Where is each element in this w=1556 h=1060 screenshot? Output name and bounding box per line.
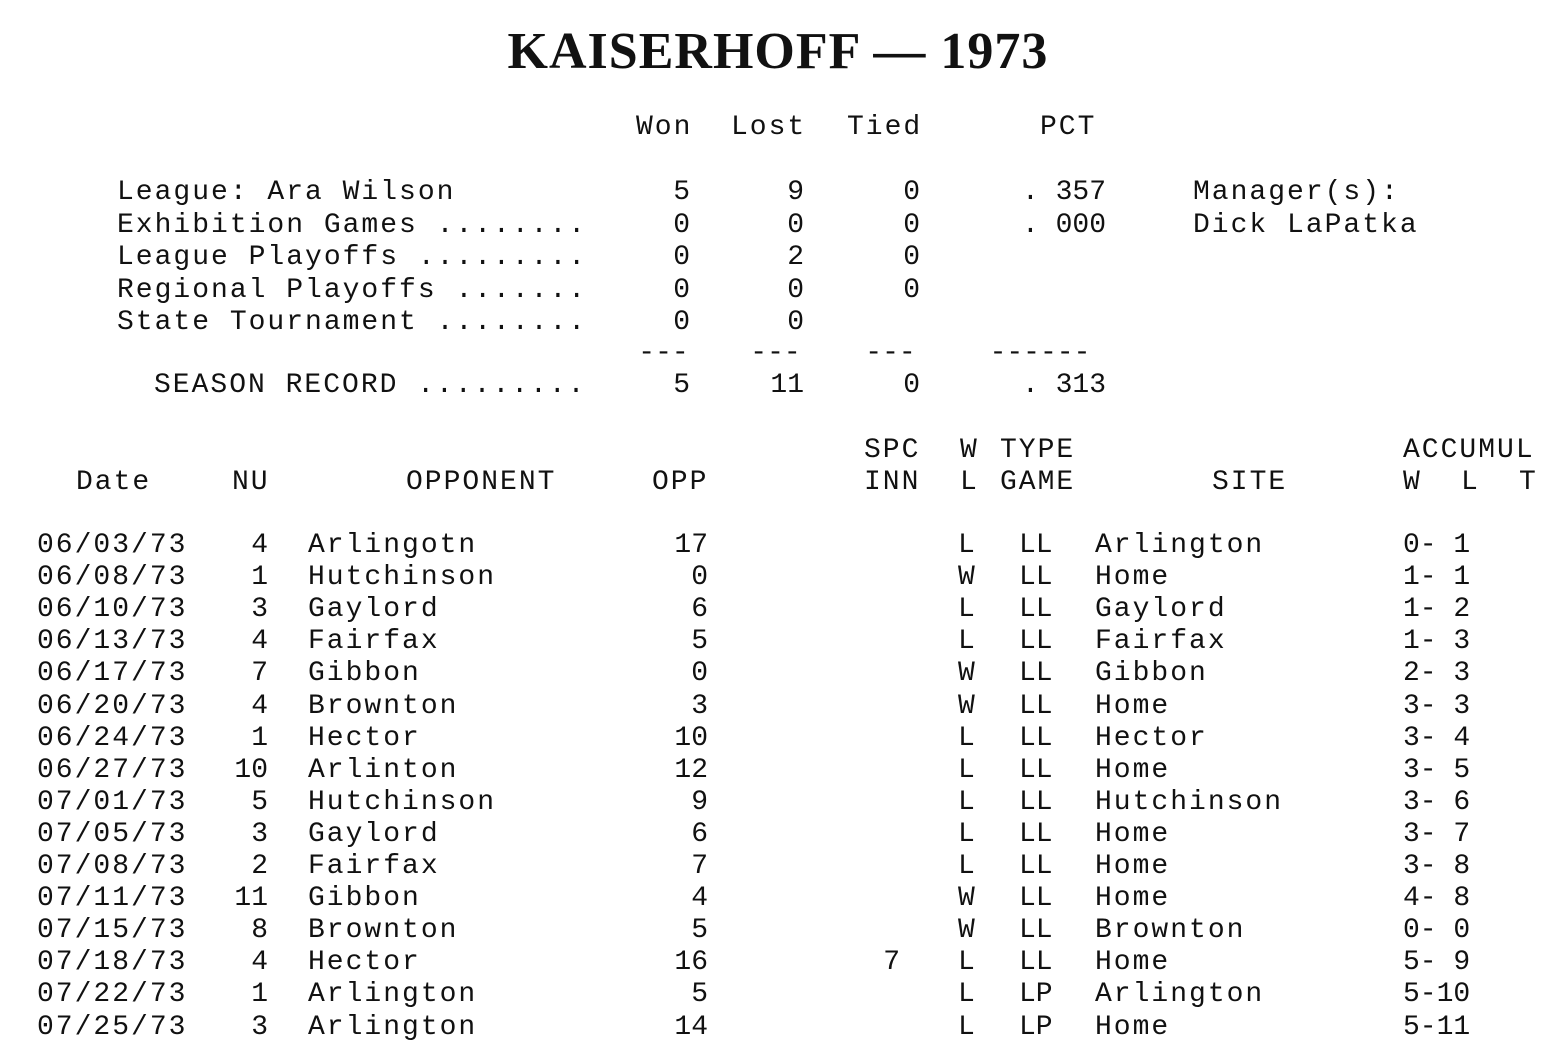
game-type: LL xyxy=(1019,754,1053,786)
game-accumulated-record: 4- 8 xyxy=(1403,883,1471,915)
lost-header: Lost xyxy=(731,112,807,143)
game-site: Home xyxy=(1095,818,1171,850)
game-date: 07/11/73 xyxy=(37,883,188,915)
summary-row-label: League Playoffs ......... xyxy=(117,242,588,273)
l-column-header: L xyxy=(960,467,979,498)
game-type: LP xyxy=(1019,1011,1053,1043)
game-result: L xyxy=(958,1011,975,1043)
game-date: 07/25/73 xyxy=(37,1011,188,1043)
game-opponent: Arlingotn xyxy=(308,530,478,561)
game-site: Home xyxy=(1095,947,1171,979)
game-accumulated-record: 5- 9 xyxy=(1403,947,1471,979)
game-number: 2 xyxy=(251,851,268,882)
summary-row-tied: 0 xyxy=(903,177,920,208)
game-number: 1 xyxy=(251,979,268,1011)
summary-row-won: 0 xyxy=(673,307,690,338)
pct-divider: ------ xyxy=(989,338,1091,369)
game-number: 11 xyxy=(234,883,268,915)
summary-row-label: State Tournament ........ xyxy=(117,307,588,338)
game-opponent: Arlington xyxy=(308,979,478,1011)
summary-row-lost: 0 xyxy=(787,209,804,241)
lost-divider: --- xyxy=(750,338,801,369)
site-column-header: SITE xyxy=(1212,467,1288,498)
game-opponent: Hutchinson xyxy=(308,786,497,818)
opponent-column-header: OPPONENT xyxy=(406,467,557,498)
game-number: 5 xyxy=(251,786,268,818)
game-site: Home xyxy=(1095,690,1171,722)
game-date: 06/27/73 xyxy=(37,754,188,786)
game-opponent: Hutchinson xyxy=(308,562,497,594)
game-opp-score: 10 xyxy=(674,722,708,754)
game-result: W xyxy=(958,883,975,915)
game-opp-score: 5 xyxy=(691,626,708,658)
season-record-label: SEASON RECORD ......... xyxy=(154,370,587,401)
summary-row-label: League: Ara Wilson xyxy=(117,177,456,208)
game-accumulated-record: 3- 3 xyxy=(1403,690,1471,722)
game-opp-score: 5 xyxy=(691,915,708,947)
summary-row-won: 5 xyxy=(673,177,690,208)
game-result: W xyxy=(958,562,975,594)
game-opponent: Gaylord xyxy=(308,818,440,850)
game-site: Home xyxy=(1095,851,1171,882)
game-accumulated-record: 0- 0 xyxy=(1403,915,1471,947)
game-result: W xyxy=(958,658,975,690)
game-result: W xyxy=(958,915,975,947)
game-site: Fairfax xyxy=(1095,626,1227,658)
summary-row-tied: 0 xyxy=(903,242,920,273)
summary-row-tied: 0 xyxy=(903,209,920,241)
game-opp-score: 3 xyxy=(691,690,708,722)
game-date: 06/08/73 xyxy=(37,562,188,594)
game-opp-score: 9 xyxy=(691,786,708,818)
game-site: Arlington xyxy=(1095,530,1265,561)
game-opp-score: 6 xyxy=(691,594,708,626)
game-result: L xyxy=(958,851,975,882)
game-opp-score: 6 xyxy=(691,818,708,850)
game-result: L xyxy=(958,594,975,626)
game-result: L xyxy=(958,754,975,786)
game-number: 3 xyxy=(251,594,268,626)
game-number: 4 xyxy=(251,947,268,979)
summary-row-lost: 2 xyxy=(787,242,804,273)
nu-column-header: NU xyxy=(232,467,270,498)
game-number: 4 xyxy=(251,626,268,658)
summary-row-label: Exhibition Games ........ xyxy=(117,209,588,241)
game-opponent: Arlington xyxy=(308,1011,478,1043)
game-date: 07/18/73 xyxy=(37,947,188,979)
season-pct: . 313 xyxy=(1022,370,1107,401)
summary-row-label: Regional Playoffs ....... xyxy=(117,274,588,306)
game-type: LL xyxy=(1019,883,1053,915)
game-type: LL xyxy=(1019,915,1053,947)
manager-name: Dick LaPatka xyxy=(1193,210,1419,241)
game-result: L xyxy=(958,786,975,818)
game-accumulated-record: 2- 3 xyxy=(1403,658,1471,690)
game-site: Hector xyxy=(1095,722,1208,754)
game-opponent: Gaylord xyxy=(308,594,440,626)
manager-label: Manager(s): xyxy=(1193,177,1400,208)
game-accumulated-record: 1- 1 xyxy=(1403,562,1471,594)
game-date: 06/24/73 xyxy=(37,722,188,754)
pct-header: PCT xyxy=(1040,112,1097,143)
summary-row-lost: 0 xyxy=(787,274,804,306)
game-opponent: Brownton xyxy=(308,915,459,947)
game-result: L xyxy=(958,530,975,561)
game-opp-score: 7 xyxy=(691,851,708,882)
game-result: W xyxy=(958,690,975,722)
game-result: L xyxy=(958,626,975,658)
date-column-header: Date xyxy=(76,467,152,498)
game-opponent: Arlinton xyxy=(308,754,459,786)
game-type: LL xyxy=(1019,690,1053,722)
game-type: LL xyxy=(1019,658,1053,690)
summary-row-lost: 0 xyxy=(787,307,804,338)
game-type: LL xyxy=(1019,851,1053,882)
game-result: L xyxy=(958,722,975,754)
game-date: 07/05/73 xyxy=(37,818,188,850)
game-number: 10 xyxy=(234,754,268,786)
game-opponent: Brownton xyxy=(308,690,459,722)
game-accumulated-record: 1- 3 xyxy=(1403,626,1471,658)
game-site: Brownton xyxy=(1095,915,1246,947)
w-column-header: W xyxy=(960,435,979,466)
game-accumulated-record: 5-11 xyxy=(1403,1011,1471,1043)
game-opp-score: 5 xyxy=(691,979,708,1011)
page-title: KAISERHOFF — 1973 xyxy=(507,23,1049,80)
game-opp-score: 14 xyxy=(674,1011,708,1043)
game-opp-score: 16 xyxy=(674,947,708,979)
won-header: Won xyxy=(636,112,693,143)
game-number: 7 xyxy=(251,658,268,690)
game-date: 06/20/73 xyxy=(37,690,188,722)
spc-column-header: SPC xyxy=(864,435,921,466)
game-type: LL xyxy=(1019,626,1053,658)
game-site: Home xyxy=(1095,883,1171,915)
type-column-header: TYPE xyxy=(1000,435,1076,466)
game-accumulated-record: 3- 8 xyxy=(1403,851,1471,882)
accumul-column-header: ACCUMUL xyxy=(1403,435,1535,466)
game-opp-score: 17 xyxy=(674,530,708,561)
won-divider: --- xyxy=(638,338,689,369)
game-opp-score: 0 xyxy=(691,562,708,594)
summary-row-won: 0 xyxy=(673,274,690,306)
game-accumulated-record: 3- 5 xyxy=(1403,754,1471,786)
game-number: 4 xyxy=(251,690,268,722)
game-opponent: Fairfax xyxy=(308,626,440,658)
inn-column-header: INN xyxy=(864,467,921,498)
summary-row-tied: 0 xyxy=(903,274,920,306)
game-result: L xyxy=(958,979,975,1011)
game-site: Hutchinson xyxy=(1095,786,1284,818)
game-accumulated-record: 0- 1 xyxy=(1403,530,1471,561)
game-site: Arlington xyxy=(1095,979,1265,1011)
game-opponent: Fairfax xyxy=(308,851,440,882)
game-number: 4 xyxy=(251,530,268,561)
accum-w-header: W xyxy=(1403,467,1420,498)
game-date: 06/03/73 xyxy=(37,530,188,561)
game-date: 06/17/73 xyxy=(37,658,188,690)
season-won: 5 xyxy=(673,370,690,401)
game-number: 1 xyxy=(251,562,268,594)
game-column-header: GAME xyxy=(1000,467,1076,498)
game-type: LL xyxy=(1019,947,1053,979)
game-opponent: Hector xyxy=(308,722,421,754)
game-type: LL xyxy=(1019,818,1053,850)
summary-row-won: 0 xyxy=(673,242,690,273)
game-date: 07/22/73 xyxy=(37,979,188,1011)
game-innings: 7 xyxy=(883,947,900,979)
game-date: 07/01/73 xyxy=(37,786,188,818)
game-opp-score: 0 xyxy=(691,658,708,690)
summary-row-pct: . 357 xyxy=(1022,177,1107,208)
tied-header: Tied xyxy=(847,112,923,143)
game-type: LL xyxy=(1019,562,1053,594)
season-tied: 0 xyxy=(903,370,920,401)
game-accumulated-record: 3- 6 xyxy=(1403,786,1471,818)
game-type: LL xyxy=(1019,786,1053,818)
game-opp-score: 4 xyxy=(691,883,708,915)
game-opponent: Gibbon xyxy=(308,883,421,915)
game-accumulated-record: 3- 4 xyxy=(1403,722,1471,754)
game-site: Home xyxy=(1095,754,1171,786)
game-site: Gaylord xyxy=(1095,594,1227,626)
season-lost: 11 xyxy=(770,370,804,401)
game-result: L xyxy=(958,818,975,850)
opp-column-header: OPP xyxy=(652,467,709,498)
game-date: 07/15/73 xyxy=(37,915,188,947)
summary-row-won: 0 xyxy=(673,209,690,241)
summary-row-lost: 9 xyxy=(787,177,804,208)
game-date: 06/13/73 xyxy=(37,626,188,658)
game-accumulated-record: 1- 2 xyxy=(1403,594,1471,626)
accum-t-header: T xyxy=(1519,467,1536,498)
game-date: 07/08/73 xyxy=(37,851,188,882)
game-opponent: Hector xyxy=(308,947,421,979)
game-site: Home xyxy=(1095,1011,1171,1043)
game-site: Gibbon xyxy=(1095,658,1208,690)
summary-row-pct: . 000 xyxy=(1022,209,1107,241)
tied-divider: --- xyxy=(865,338,916,369)
game-type: LL xyxy=(1019,530,1053,561)
game-number: 3 xyxy=(251,818,268,850)
game-number: 1 xyxy=(251,722,268,754)
game-accumulated-record: 5-10 xyxy=(1403,979,1471,1011)
game-type: LL xyxy=(1019,722,1053,754)
accum-l-header: L xyxy=(1461,467,1478,498)
game-date: 06/10/73 xyxy=(37,594,188,626)
game-site: Home xyxy=(1095,562,1171,594)
game-type: LL xyxy=(1019,594,1053,626)
game-number: 8 xyxy=(251,915,268,947)
game-result: L xyxy=(958,947,975,979)
game-number: 3 xyxy=(251,1011,268,1043)
game-type: LP xyxy=(1019,979,1053,1011)
game-opponent: Gibbon xyxy=(308,658,421,690)
game-opp-score: 12 xyxy=(674,754,708,786)
game-accumulated-record: 3- 7 xyxy=(1403,818,1471,850)
